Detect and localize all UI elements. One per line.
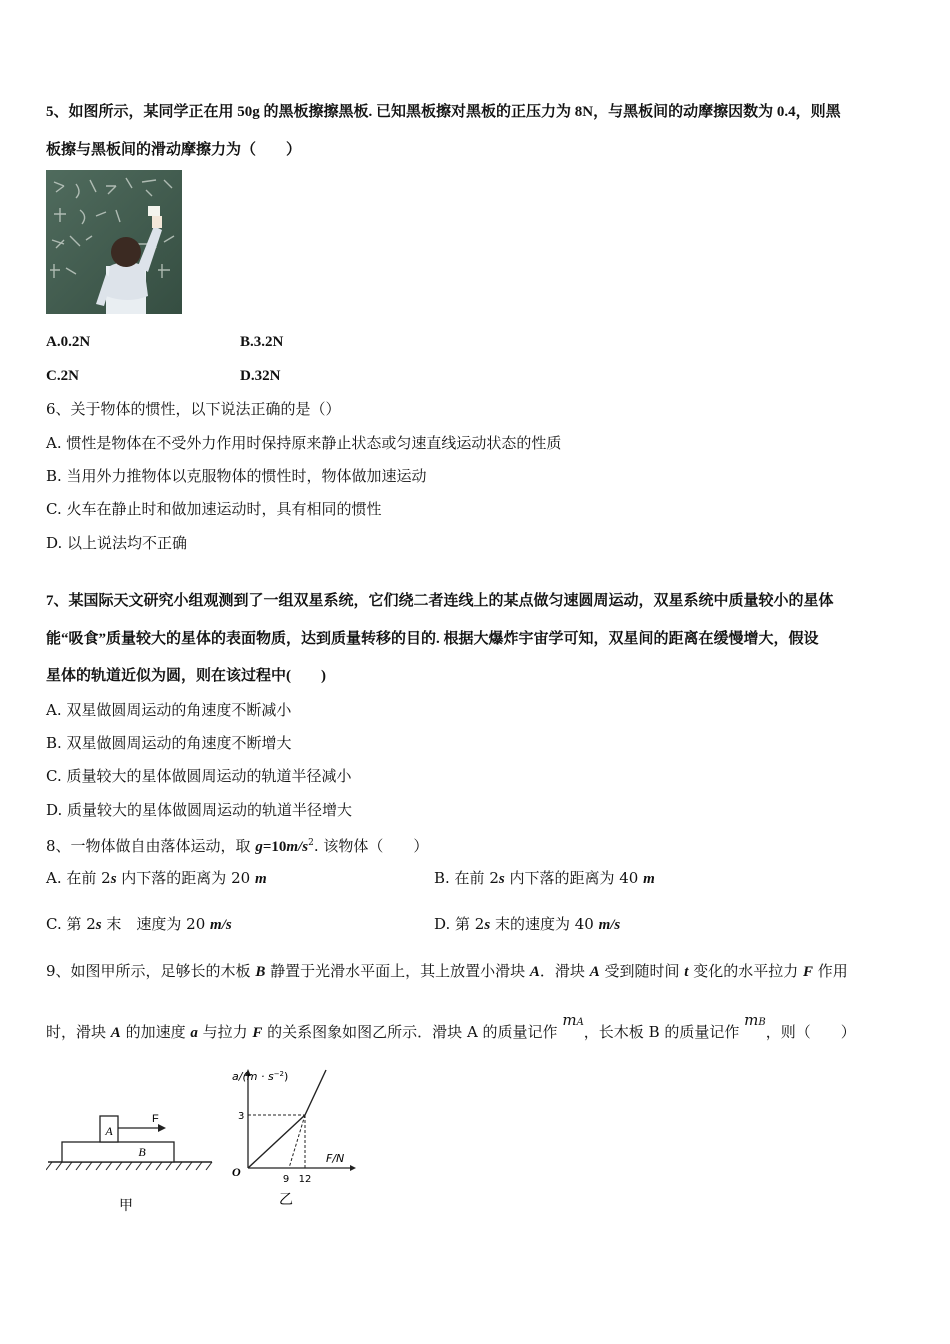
q5-option-c: C.2N xyxy=(46,368,79,384)
q8-option-a: A. 在前 2s 内下落的距离为 20 m xyxy=(46,869,267,887)
q6-option-c: C. 火车在静止时和做加速运动时，具有相同的惯性 xyxy=(46,500,382,518)
y-tick-3: 3 xyxy=(238,1111,245,1122)
q6-option-a: A. 惯性是物体在不受外力作用时保持原来静止状态或匀速直线运动状态的性质 xyxy=(46,434,562,452)
q7-option-b: B. 双星做圆周运动的角速度不断增大 xyxy=(46,734,292,752)
q7-stem-line2: 能“吸食”质量较大的星体的表面物质，达到质量转移的目的. 根据大爆炸宇宙学可知，双星间的距离在缓慢增大，假设 xyxy=(46,631,819,647)
q5-option-a: A.0.2N xyxy=(46,334,91,350)
origin-label: O xyxy=(232,1165,241,1179)
q9-stem-line2: 时，滑块 A 的加速度 a 与拉力 F 的关系图象如图乙所示．滑块 A 的质量记作 mA，长木板 B 的质量记作 mB，则（ ） xyxy=(46,1011,856,1041)
force-f-label: F xyxy=(152,1113,159,1125)
block-a-label: A xyxy=(105,1124,113,1138)
q5-option-d: D.32N xyxy=(240,368,281,384)
q7-option-d: D. 质量较大的星体做圆周运动的轨道半径增大 xyxy=(46,801,353,819)
q8-option-b: B. 在前 2s 内下落的距离为 40 m xyxy=(434,869,655,887)
q8-stem: 8、一物体做自由落体运动，取 $g=10m/s^2$. 该物体（ ） xyxy=(46,837,429,855)
board-b-label: B xyxy=(138,1145,146,1159)
mass-a-symbol: mA xyxy=(562,1011,584,1029)
q5-stem-line1: 5、如图所示，某同学正在用 50g 的黑板擦擦黑板. 已知黑板擦对黑板的正压力为 8N，与黑板间的动摩擦因数为 0.4，则黑 xyxy=(46,104,841,120)
q6-option-b: B. 当用外力推物体以克服物体的惯性时，物体做加速运动 xyxy=(46,467,427,485)
q7-stem-line3: 星体的轨道近似为圆，则在该过程中( ) xyxy=(46,668,326,684)
x-tick-12: 12 xyxy=(298,1174,312,1185)
x-axis-label: F/N xyxy=(326,1152,345,1165)
figure-yi-caption: 乙 xyxy=(279,1192,293,1208)
q7-option-a: A. 双星做圆周运动的角速度不断减小 xyxy=(46,701,292,719)
figure-jia-caption: 甲 xyxy=(119,1198,133,1214)
q5-option-b: B.3.2N xyxy=(240,334,284,350)
x-tick-9: 9 xyxy=(282,1174,290,1185)
y-axis-label: $a/(m \cdot s^{-2})$ xyxy=(232,1070,289,1083)
q5-stem-line2: 板擦与黑板间的滑动摩擦力为（ ） xyxy=(46,142,302,158)
q6-stem: 6、关于物体的惯性，以下说法正确的是（） xyxy=(46,400,341,418)
blackboard-photo xyxy=(46,170,182,314)
figure-jia xyxy=(46,1100,214,1220)
q7-stem-line1: 7、某国际天文研究小组观测到了一组双星系统，它们绕二者连线上的某点做匀速圆周运动，双星系统中质量较小的星体 xyxy=(46,593,834,609)
q8-option-d: D. 第 2s 末的速度为 40 m/s xyxy=(434,915,621,933)
figure-yi-graph xyxy=(226,1064,356,1214)
mass-b-symbol: mB xyxy=(744,1011,766,1029)
q7-option-c: C. 质量较大的星体做圆周运动的轨道半径减小 xyxy=(46,767,352,785)
q9-stem-line1: 9、如图甲所示，足够长的木板 B 静置于光滑水平面上，其上放置小滑块 A．滑块 A 受到随时间 t 变化的水平拉力 F 作用 xyxy=(46,962,848,980)
q6-option-d: D. 以上说法均不正确 xyxy=(46,534,188,552)
q8-option-c: C. 第 2s 末 速度为 20 m/s xyxy=(46,915,232,933)
